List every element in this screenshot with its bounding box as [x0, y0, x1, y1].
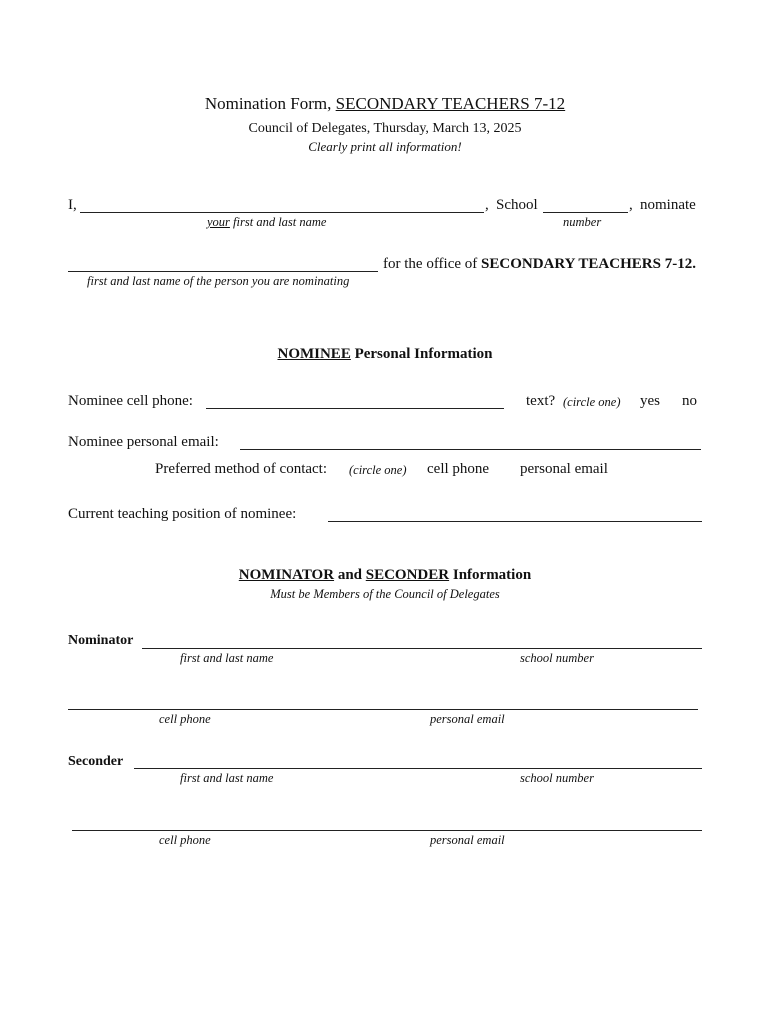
council-members-note: Must be Members of the Council of Delegates — [270, 587, 500, 601]
your-name-hint — [207, 215, 326, 230]
nominator-first-last-hint: first and last name — [180, 651, 274, 665]
title-prefix: Nomination Form, — [204, 94, 332, 113]
nominator-name-school-field[interactable] — [142, 648, 702, 649]
preferred-circle-one: (circle one) — [349, 463, 407, 477]
nominator-email-hint: personal email — [430, 712, 505, 726]
office-name: SECONDARY TEACHERS 7-12. — [481, 256, 696, 272]
nominator-heading-part2: SECONDER — [365, 567, 450, 583]
nominee-name-field[interactable] — [68, 271, 378, 272]
text-yes-option[interactable]: yes — [640, 393, 660, 409]
text-no-option[interactable]: no — [682, 393, 697, 409]
contact-cell-option[interactable]: cell phone — [427, 461, 490, 477]
form-title — [0, 94, 770, 114]
i-label: I, — [68, 197, 77, 213]
preferred-contact-label: Preferred method of contact: — [155, 461, 328, 477]
nominator-heading-and: and — [337, 567, 362, 583]
nominee-email-field[interactable] — [240, 449, 701, 450]
number-hint: number — [563, 215, 602, 229]
school-number-field[interactable] — [543, 212, 628, 213]
nominator-label: Nominator — [68, 633, 134, 648]
nominee-name-hint: first and last name of the person you are nominating — [87, 274, 350, 288]
comma: , — [629, 197, 633, 213]
nominator-heading-part1: NOMINATOR — [238, 567, 335, 583]
nominator-section-heading — [0, 567, 770, 584]
teaching-position-field[interactable] — [328, 521, 702, 522]
title-office: SECONDARY TEACHERS 7-12 — [335, 94, 566, 113]
nominator-school-number-hint: school number — [520, 651, 594, 665]
your-label: your — [207, 215, 230, 229]
nominator-cell-hint: cell phone — [159, 712, 211, 726]
name-hint-rest: first and last name — [233, 215, 327, 229]
council-date: Council of Delegates, Thursday, March 13, 2025 — [248, 121, 522, 136]
nominee-section-heading — [0, 346, 770, 363]
text-label: text? — [526, 393, 556, 409]
nominee-heading-underlined: NOMINEE — [277, 346, 351, 362]
nominator-name-field[interactable] — [80, 212, 484, 213]
seconder-label: Seconder — [68, 754, 124, 769]
text-circle-one: (circle one) — [563, 395, 621, 409]
seconder-contact-field[interactable] — [72, 830, 702, 831]
nominator-contact-field[interactable] — [68, 709, 698, 710]
nominate-label: nominate — [640, 197, 696, 213]
office-text — [383, 256, 696, 273]
seconder-email-hint: personal email — [430, 833, 505, 847]
seconder-name-school-field[interactable] — [134, 768, 702, 769]
seconder-cell-hint: cell phone — [159, 833, 211, 847]
comma: , — [485, 197, 489, 213]
for-office-text: for the office of — [383, 256, 478, 272]
print-instruction: Clearly print all information! — [308, 139, 462, 154]
nominee-heading-rest: Personal Information — [354, 346, 493, 362]
nominee-email-label: Nominee personal email: — [68, 434, 219, 450]
school-label: School — [496, 197, 538, 213]
teaching-position-label: Current teaching position of nominee: — [68, 506, 297, 522]
seconder-first-last-hint: first and last name — [180, 771, 274, 785]
seconder-school-number-hint: school number — [520, 771, 594, 785]
nominator-heading-rest: Information — [452, 567, 532, 583]
nominee-cell-field[interactable] — [206, 408, 504, 409]
nominee-cell-label: Nominee cell phone: — [68, 393, 193, 409]
contact-email-option[interactable]: personal email — [520, 461, 608, 477]
